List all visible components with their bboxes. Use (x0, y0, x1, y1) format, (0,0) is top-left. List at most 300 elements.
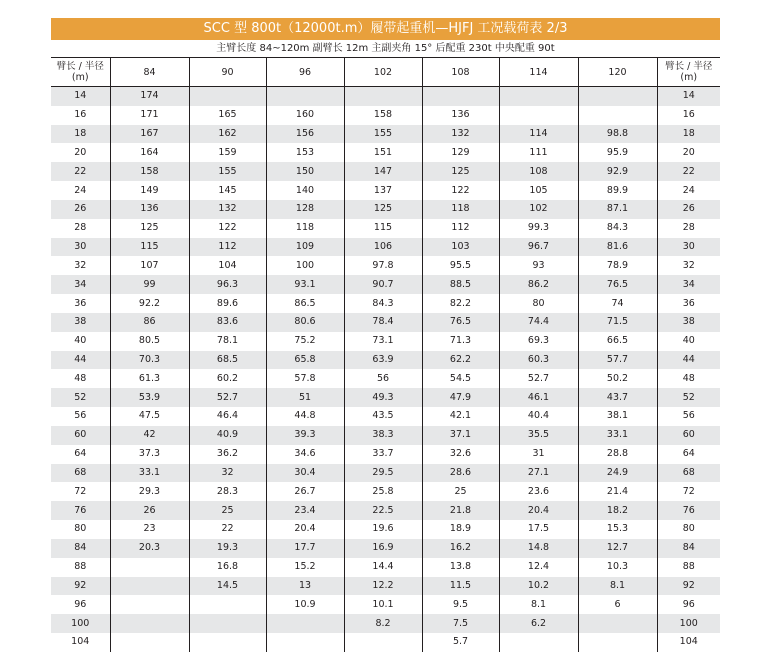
load-value-cell: 71.5 (578, 313, 657, 332)
load-value-cell: 60.3 (499, 351, 578, 370)
radius-cell-right: 30 (657, 238, 720, 257)
radius-cell-left: 64 (51, 445, 110, 464)
load-value-cell: 47.9 (422, 388, 499, 407)
load-value-cell: 63.9 (344, 351, 422, 370)
load-value-cell: 93 (499, 256, 578, 275)
load-value-cell: 84.3 (578, 219, 657, 238)
radius-cell-right: 72 (657, 482, 720, 501)
radius-cell-right: 48 (657, 369, 720, 388)
load-value-cell: 7.5 (422, 614, 499, 633)
load-value-cell: 46.1 (499, 388, 578, 407)
load-value-cell: 53.9 (110, 388, 189, 407)
radius-cell-right: 64 (657, 445, 720, 464)
radius-cell-left: 32 (51, 256, 110, 275)
load-value-cell: 90.7 (344, 275, 422, 294)
load-value-cell: 106 (344, 238, 422, 257)
load-value-cell: 78.9 (578, 256, 657, 275)
load-value-cell: 12.2 (344, 577, 422, 596)
load-value-cell: 49.3 (344, 388, 422, 407)
table-row (51, 219, 720, 238)
table-row (51, 595, 720, 614)
load-value-cell: 125 (344, 200, 422, 219)
load-value-cell (499, 106, 578, 125)
header-right-label (657, 58, 720, 87)
load-value-cell: 10.9 (266, 595, 344, 614)
load-value-cell: 32 (189, 464, 266, 483)
load-value-cell: 23 (110, 520, 189, 539)
load-value-cell: 61.3 (110, 369, 189, 388)
load-value-cell: 147 (344, 162, 422, 181)
table-row (51, 577, 720, 596)
table-row (51, 558, 720, 577)
load-value-cell: 32.6 (422, 445, 499, 464)
load-value-cell: 12.7 (578, 539, 657, 558)
load-value-cell: 28.8 (578, 445, 657, 464)
radius-cell-right: 20 (657, 143, 720, 162)
table-row (51, 369, 720, 388)
radius-cell-left: 88 (51, 558, 110, 577)
load-value-cell: 112 (189, 238, 266, 257)
radius-cell-right: 28 (657, 219, 720, 238)
radius-cell-left: 22 (51, 162, 110, 181)
load-value-cell: 20.4 (266, 520, 344, 539)
radius-cell-right: 14 (657, 87, 720, 106)
load-value-cell: 82.2 (422, 294, 499, 313)
load-value-cell: 13 (266, 577, 344, 596)
table-row (51, 482, 720, 501)
load-value-cell: 29.5 (344, 464, 422, 483)
radius-cell-right: 22 (657, 162, 720, 181)
load-value-cell: 30.4 (266, 464, 344, 483)
load-value-cell: 37.3 (110, 445, 189, 464)
table-row (51, 332, 720, 351)
load-value-cell: 78.4 (344, 313, 422, 332)
load-value-cell: 88.5 (422, 275, 499, 294)
load-value-cell: 14.5 (189, 577, 266, 596)
load-value-cell: 104 (189, 256, 266, 275)
load-value-cell: 87.1 (578, 200, 657, 219)
load-value-cell: 23.4 (266, 501, 344, 520)
table-row (51, 162, 720, 181)
load-value-cell: 122 (422, 181, 499, 200)
load-value-cell: 14.8 (499, 539, 578, 558)
load-value-cell: 100 (266, 256, 344, 275)
load-value-cell: 75.2 (266, 332, 344, 351)
radius-cell-left: 34 (51, 275, 110, 294)
load-value-cell: 15.3 (578, 520, 657, 539)
load-value-cell (266, 614, 344, 633)
load-value-cell: 86.5 (266, 294, 344, 313)
radius-cell-left: 20 (51, 143, 110, 162)
load-value-cell (266, 87, 344, 106)
load-value-cell: 80.6 (266, 313, 344, 332)
load-value-cell: 57.8 (266, 369, 344, 388)
load-value-cell: 24.9 (578, 464, 657, 483)
load-value-cell: 149 (110, 181, 189, 200)
load-value-cell: 11.5 (422, 577, 499, 596)
header-left-label-line2: (m) (71, 72, 89, 83)
load-value-cell: 162 (189, 125, 266, 144)
header-row (51, 58, 720, 87)
radius-cell-right: 100 (657, 614, 720, 633)
load-value-cell: 10.3 (578, 558, 657, 577)
load-value-cell: 69.3 (499, 332, 578, 351)
load-value-cell: 89.6 (189, 294, 266, 313)
load-value-cell (578, 87, 657, 106)
load-value-cell: 12.4 (499, 558, 578, 577)
radius-cell-left: 100 (51, 614, 110, 633)
chart-subtitle: 主臂长度 84~120m 副臂长 12m 主副夹角 15° 后配重 230t 中央配重 90t (216, 43, 555, 54)
table-row (51, 614, 720, 633)
page-title: SCC 型 800t（12000t.m）履带起重机—HJFJ 工况载荷表 2/3 (51, 18, 720, 40)
radius-cell-left: 92 (51, 577, 110, 596)
table-row (51, 464, 720, 483)
load-value-cell: 103 (422, 238, 499, 257)
header-col: 90 (189, 58, 266, 87)
load-value-cell: 25 (422, 482, 499, 501)
load-value-cell: 43.5 (344, 407, 422, 426)
load-value-cell: 19.3 (189, 539, 266, 558)
load-value-cell: 57.7 (578, 351, 657, 370)
load-value-cell: 15.2 (266, 558, 344, 577)
load-value-cell: 105 (499, 181, 578, 200)
header-col: 114 (499, 58, 578, 87)
load-value-cell: 97.8 (344, 256, 422, 275)
radius-cell-left: 26 (51, 200, 110, 219)
table-row (51, 256, 720, 275)
load-value-cell: 151 (344, 143, 422, 162)
load-value-cell: 44.8 (266, 407, 344, 426)
load-value-cell: 25.8 (344, 482, 422, 501)
load-value-cell (344, 87, 422, 106)
load-value-cell: 159 (189, 143, 266, 162)
load-value-cell (110, 595, 189, 614)
table-row (51, 539, 720, 558)
radius-cell-left: 104 (51, 633, 110, 652)
load-value-cell (189, 87, 266, 106)
radius-cell-right: 44 (657, 351, 720, 370)
load-value-cell: 27.1 (499, 464, 578, 483)
load-value-cell: 74 (578, 294, 657, 313)
header-col: 120 (578, 58, 657, 87)
radius-cell-left: 56 (51, 407, 110, 426)
header-left-label (51, 58, 110, 87)
load-value-cell: 10.2 (499, 577, 578, 596)
load-value-cell: 71.3 (422, 332, 499, 351)
load-value-cell: 136 (110, 200, 189, 219)
radius-cell-right: 36 (657, 294, 720, 313)
load-value-cell: 18.9 (422, 520, 499, 539)
load-value-cell: 150 (266, 162, 344, 181)
load-value-cell: 125 (422, 162, 499, 181)
load-value-cell: 112 (422, 219, 499, 238)
table-row (51, 200, 720, 219)
load-value-cell: 38.1 (578, 407, 657, 426)
load-value-cell: 29.3 (110, 482, 189, 501)
table-row (51, 520, 720, 539)
radius-cell-right: 96 (657, 595, 720, 614)
load-value-cell: 13.8 (422, 558, 499, 577)
load-value-cell: 20.4 (499, 501, 578, 520)
load-value-cell: 38.3 (344, 426, 422, 445)
header-left-label-line1: 臂长 / 半径 (56, 61, 104, 72)
table-row (51, 426, 720, 445)
load-value-cell: 18.2 (578, 501, 657, 520)
load-value-cell: 99.3 (499, 219, 578, 238)
load-value-cell (578, 106, 657, 125)
load-value-cell: 155 (344, 125, 422, 144)
load-value-cell (110, 577, 189, 596)
load-value-cell: 96.7 (499, 238, 578, 257)
load-value-cell: 132 (189, 200, 266, 219)
load-value-cell: 16.8 (189, 558, 266, 577)
radius-cell-right: 32 (657, 256, 720, 275)
load-value-cell: 89.9 (578, 181, 657, 200)
radius-cell-left: 60 (51, 426, 110, 445)
load-value-cell: 140 (266, 181, 344, 200)
table-row (51, 238, 720, 257)
radius-cell-right: 16 (657, 106, 720, 125)
radius-cell-left: 38 (51, 313, 110, 332)
load-value-cell: 14.4 (344, 558, 422, 577)
table-row (51, 106, 720, 125)
load-value-cell: 46.4 (189, 407, 266, 426)
load-value-cell: 92.9 (578, 162, 657, 181)
load-value-cell: 132 (422, 125, 499, 144)
load-value-cell: 42 (110, 426, 189, 445)
table-row (51, 294, 720, 313)
table-row (51, 313, 720, 332)
load-value-cell: 51 (266, 388, 344, 407)
load-value-cell: 6.2 (499, 614, 578, 633)
load-value-cell: 10.1 (344, 595, 422, 614)
radius-cell-right: 18 (657, 125, 720, 144)
radius-cell-right: 60 (657, 426, 720, 445)
table-row (51, 501, 720, 520)
load-value-cell: 109 (266, 238, 344, 257)
radius-cell-left: 14 (51, 87, 110, 106)
radius-cell-left: 52 (51, 388, 110, 407)
load-value-cell: 86.2 (499, 275, 578, 294)
load-value-cell: 118 (422, 200, 499, 219)
table-row (51, 143, 720, 162)
load-value-cell: 128 (266, 200, 344, 219)
load-value-cell (499, 633, 578, 652)
load-value-cell: 160 (266, 106, 344, 125)
table-row (51, 181, 720, 200)
load-value-cell: 155 (189, 162, 266, 181)
radius-cell-left: 28 (51, 219, 110, 238)
radius-cell-left: 48 (51, 369, 110, 388)
load-value-cell: 33.1 (578, 426, 657, 445)
load-value-cell: 31 (499, 445, 578, 464)
load-value-cell: 17.7 (266, 539, 344, 558)
load-value-cell: 111 (499, 143, 578, 162)
load-value-cell: 52.7 (189, 388, 266, 407)
load-value-cell: 78.1 (189, 332, 266, 351)
radius-cell-right: 84 (657, 539, 720, 558)
load-value-cell: 84.3 (344, 294, 422, 313)
load-value-cell: 16.2 (422, 539, 499, 558)
radius-cell-left: 80 (51, 520, 110, 539)
load-value-cell: 93.1 (266, 275, 344, 294)
load-value-cell: 156 (266, 125, 344, 144)
load-value-cell: 153 (266, 143, 344, 162)
load-value-cell: 174 (110, 87, 189, 106)
load-value-cell: 20.3 (110, 539, 189, 558)
load-value-cell: 73.1 (344, 332, 422, 351)
load-value-cell: 167 (110, 125, 189, 144)
load-value-cell (110, 614, 189, 633)
load-value-cell: 115 (344, 219, 422, 238)
load-value-cell: 99 (110, 275, 189, 294)
load-value-cell: 25 (189, 501, 266, 520)
load-value-cell: 68.5 (189, 351, 266, 370)
radius-cell-left: 72 (51, 482, 110, 501)
radius-cell-right: 34 (657, 275, 720, 294)
load-value-cell: 40.9 (189, 426, 266, 445)
load-value-cell: 165 (189, 106, 266, 125)
load-value-cell: 62.2 (422, 351, 499, 370)
table-row (51, 388, 720, 407)
load-value-cell (344, 633, 422, 652)
load-value-cell: 34.6 (266, 445, 344, 464)
load-value-cell: 136 (422, 106, 499, 125)
load-value-cell: 56 (344, 369, 422, 388)
load-value-cell: 80 (499, 294, 578, 313)
load-value-cell: 115 (110, 238, 189, 257)
radius-cell-left: 84 (51, 539, 110, 558)
load-value-cell: 74.4 (499, 313, 578, 332)
header-col: 102 (344, 58, 422, 87)
load-value-cell: 21.8 (422, 501, 499, 520)
load-value-cell (189, 633, 266, 652)
table-body (51, 87, 720, 652)
radius-cell-left: 40 (51, 332, 110, 351)
load-value-cell: 145 (189, 181, 266, 200)
load-value-cell: 65.8 (266, 351, 344, 370)
table-row (51, 633, 720, 652)
load-value-cell: 98.8 (578, 125, 657, 144)
load-value-cell: 40.4 (499, 407, 578, 426)
radius-cell-left: 68 (51, 464, 110, 483)
load-value-cell: 96.3 (189, 275, 266, 294)
radius-cell-right: 68 (657, 464, 720, 483)
load-value-cell: 8.1 (578, 577, 657, 596)
load-value-cell: 60.2 (189, 369, 266, 388)
radius-cell-right: 80 (657, 520, 720, 539)
radius-cell-right: 38 (657, 313, 720, 332)
load-value-cell: 23.6 (499, 482, 578, 501)
load-value-cell: 108 (499, 162, 578, 181)
load-value-cell: 81.6 (578, 238, 657, 257)
load-value-cell: 26.7 (266, 482, 344, 501)
load-value-cell: 70.3 (110, 351, 189, 370)
radius-cell-right: 56 (657, 407, 720, 426)
radius-cell-right: 104 (657, 633, 720, 652)
header-right-label-line1: 臂长 / 半径 (665, 61, 713, 72)
load-value-cell: 76.5 (578, 275, 657, 294)
load-value-cell: 95.5 (422, 256, 499, 275)
radius-cell-left: 76 (51, 501, 110, 520)
load-value-cell: 137 (344, 181, 422, 200)
load-value-cell: 122 (189, 219, 266, 238)
load-value-cell: 8.1 (499, 595, 578, 614)
load-value-cell: 36.2 (189, 445, 266, 464)
load-value-cell: 33.7 (344, 445, 422, 464)
table-row (51, 351, 720, 370)
load-value-cell (110, 633, 189, 652)
table-row (51, 275, 720, 294)
load-value-cell: 28.3 (189, 482, 266, 501)
load-value-cell: 80.5 (110, 332, 189, 351)
load-value-cell (110, 558, 189, 577)
radius-cell-right: 88 (657, 558, 720, 577)
load-value-cell: 52.7 (499, 369, 578, 388)
load-value-cell: 125 (110, 219, 189, 238)
radius-cell-right: 40 (657, 332, 720, 351)
load-value-cell (578, 614, 657, 633)
load-value-cell (499, 87, 578, 106)
load-value-cell (578, 633, 657, 652)
load-value-cell: 86 (110, 313, 189, 332)
load-value-cell: 158 (344, 106, 422, 125)
load-value-cell: 5.7 (422, 633, 499, 652)
load-value-cell: 66.5 (578, 332, 657, 351)
load-chart (51, 18, 720, 652)
load-value-cell: 26 (110, 501, 189, 520)
radius-cell-left: 18 (51, 125, 110, 144)
load-value-cell: 92.2 (110, 294, 189, 313)
load-value-cell: 33.1 (110, 464, 189, 483)
load-value-cell: 76.5 (422, 313, 499, 332)
table-row (51, 125, 720, 144)
header-right-label-line2: (m) (680, 72, 698, 83)
radius-cell-right: 26 (657, 200, 720, 219)
radius-cell-right: 52 (657, 388, 720, 407)
load-value-cell: 9.5 (422, 595, 499, 614)
table-row (51, 445, 720, 464)
load-value-cell: 114 (499, 125, 578, 144)
load-value-cell: 8.2 (344, 614, 422, 633)
load-value-cell: 54.5 (422, 369, 499, 388)
header-col: 96 (266, 58, 344, 87)
radius-cell-right: 76 (657, 501, 720, 520)
load-value-cell: 107 (110, 256, 189, 275)
radius-cell-left: 96 (51, 595, 110, 614)
load-value-cell: 21.4 (578, 482, 657, 501)
load-value-cell: 35.5 (499, 426, 578, 445)
load-value-cell (422, 87, 499, 106)
radius-cell-left: 30 (51, 238, 110, 257)
table-row (51, 87, 720, 106)
load-value-cell: 22 (189, 520, 266, 539)
load-value-cell: 39.3 (266, 426, 344, 445)
radius-cell-left: 36 (51, 294, 110, 313)
load-value-cell: 129 (422, 143, 499, 162)
load-value-cell: 22.5 (344, 501, 422, 520)
header-col: 108 (422, 58, 499, 87)
radius-cell-left: 24 (51, 181, 110, 200)
load-value-cell: 95.9 (578, 143, 657, 162)
load-value-cell: 47.5 (110, 407, 189, 426)
load-value-cell: 19.6 (344, 520, 422, 539)
load-value-cell: 42.1 (422, 407, 499, 426)
load-value-cell (266, 633, 344, 652)
load-value-cell: 164 (110, 143, 189, 162)
load-value-cell: 171 (110, 106, 189, 125)
radius-cell-left: 16 (51, 106, 110, 125)
